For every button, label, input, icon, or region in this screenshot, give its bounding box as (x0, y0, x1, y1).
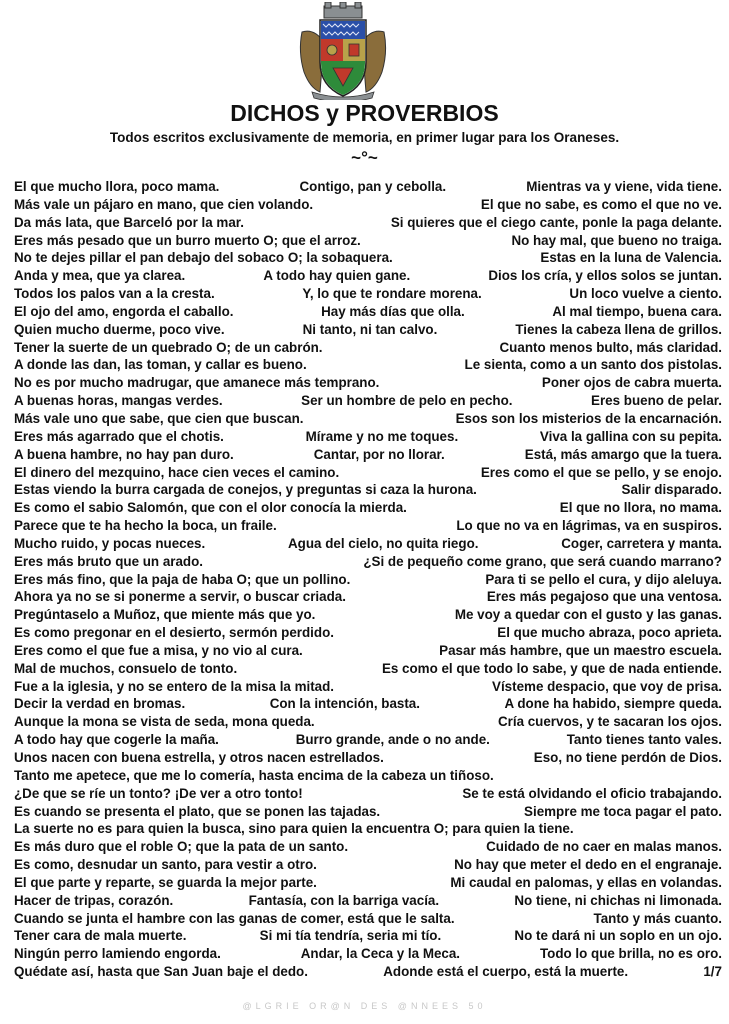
saying: Tanto tienes tanto vales. (566, 732, 722, 748)
saying: Tener cara de mala muerte. (14, 928, 187, 944)
saying: Eres como el que se pello, y se enojo. (480, 464, 722, 480)
saying: Todos los palos van a la cresta. (14, 286, 215, 302)
saying-line (14, 820, 722, 838)
saying-line (14, 856, 722, 874)
footer-watermark: @LGRIE OR@N DES @NNEES 50 (242, 1001, 487, 1011)
saying: Coger, carretera y manta. (561, 535, 722, 551)
saying-line (14, 196, 722, 214)
saying-line (14, 642, 722, 660)
saying: Estas en la luna de Valencia. (540, 250, 722, 266)
saying: Lo que no va en lágrimas, va en suspiros. (456, 518, 722, 534)
saying: No te dejes pillar el pan debajo del sobaco O; la sobaquera. (14, 250, 393, 266)
saying: Es como pregonar en el desierto, sermón perdido. (14, 625, 334, 641)
saying: A buenas horas, mangas verdes. (14, 393, 223, 409)
saying-line (14, 499, 722, 517)
saying: Tener la suerte de un quebrado O; de un cabrón. (14, 339, 323, 355)
saying-line (14, 678, 722, 696)
saying: Mal de muchos, consuelo de tonto. (14, 660, 238, 676)
saying: Hacer de tripas, corazón. (14, 892, 174, 908)
saying: Está, más amargo que la tuera. (524, 446, 722, 462)
saying-line (14, 588, 722, 606)
saying: Hay más días que olla. (321, 303, 465, 319)
saying: Aunque la mona se vista de seda, mona queda. (14, 714, 315, 730)
saying: Más vale un pájaro en mano, que cien volando. (14, 196, 314, 212)
saying: Cuanto menos bulto, más claridad. (499, 339, 722, 355)
saying: El que mucho llora, poco mama. (14, 179, 220, 194)
saying-line (14, 838, 722, 856)
saying: Estas viendo la burra cargada de conejos, y preguntas si caza la hurona. (14, 482, 477, 498)
saying: Para ti se pello el cura, y dijo aleluya. (485, 571, 722, 587)
saying: El dinero del mezquino, hace cien veces el camino. (14, 464, 340, 480)
saying: Tienes la cabeza llena de grillos. (515, 321, 722, 337)
saying: Salir disparado. (621, 482, 722, 498)
saying-line (14, 303, 722, 321)
saying: Con la intención, basta. (269, 696, 420, 712)
saying: Es como el que todo lo sabe, y que de nada entiende. (381, 660, 722, 676)
saying: Me voy a quedar con el gusto y las ganas. (454, 607, 722, 623)
saying-line (14, 713, 722, 731)
saying-line (14, 731, 722, 749)
saying-line (14, 892, 722, 910)
saying: Mi caudal en palomas, y ellas en volandas. (450, 874, 722, 890)
saying: Poner ojos de cabra muerta. (541, 375, 722, 391)
title-ornament: ~°~ (351, 148, 378, 167)
saying: Eres más bruto que un arado. (14, 553, 203, 569)
saying: Pasar más hambre, que un maestro escuela. (439, 642, 722, 658)
saying-line (14, 803, 722, 821)
saying: El ojo del amo, engorda el caballo. (14, 303, 234, 319)
saying-line (14, 178, 722, 196)
saying: Mientras va y viene, vida tiene. (526, 179, 722, 194)
saying: Cuando se junta el hambre con las ganas de comer, está que le salta. (14, 910, 455, 926)
saying: A done ha habido, siempre queda. (504, 696, 722, 712)
saying: Eres más pesado que un burro muerto O; que el arroz. (14, 232, 361, 248)
saying-line (14, 695, 722, 713)
saying: Tanto me apetece, que me lo comería, hasta encima de la cabeza un tiñoso. (14, 767, 494, 783)
saying-line (14, 446, 722, 464)
saying-line (14, 553, 722, 571)
saying-line (14, 249, 722, 267)
saying-line (14, 267, 722, 285)
saying: No es por mucho madrugar, que amanece más temprano. (14, 375, 380, 391)
saying: Mucho ruido, y pocas nueces. (14, 535, 206, 551)
saying-line (14, 392, 722, 410)
saying: Todo lo que brilla, no es oro. (539, 946, 722, 962)
saying-line (14, 874, 722, 892)
saying-line (14, 963, 722, 981)
saying: Es más duro que el roble O; que la pata de un santo. (14, 839, 349, 855)
saying-line (14, 910, 722, 928)
saying: Viva la gallina con su pepita. (539, 428, 722, 444)
saying: A todo hay quien gane. (263, 268, 411, 284)
saying: ¿Si de pequeño come grano, que será cuando marrano? (363, 553, 722, 569)
page-subtitle: Todos escritos exclusivamente de memoria, en primer lugar para los Oraneses. (109, 130, 620, 145)
saying: Eres más fino, que la paja de haba O; que un pollino. (14, 571, 351, 587)
saying: Eres como el que fue a misa, y no vio al cura. (14, 642, 303, 658)
saying: No hay mal, que bueno no traiga. (511, 232, 722, 248)
saying-line (14, 356, 722, 374)
saying: Más vale uno que sabe, que cien que buscan. (14, 410, 304, 426)
saying: Eso, no tiene perdón de Dios. (533, 750, 722, 765)
saying: Es como el sabio Salomón, que con el olor conocía la mierda. (14, 500, 407, 516)
saying-line (14, 927, 722, 945)
saying: Da más lata, que Barceló por la mar. (14, 214, 244, 230)
saying: Pregúntaselo a Muñoz, que miente más que yo. (14, 607, 316, 623)
saying: Es cuando se presenta el plato, que se ponen las tajadas. (14, 803, 381, 819)
saying: Ser un hombre de pelo en pecho. (301, 393, 513, 409)
saying: A donde las dan, las toman, y callar es bueno. (14, 357, 307, 373)
saying: Un loco vuelve a ciento. (569, 286, 722, 302)
saying-line (14, 410, 722, 428)
saying: Es como, desnudar un santo, para vestir a otro. (14, 857, 317, 873)
saying: El que mucho abraza, poco aprieta. (497, 625, 722, 641)
saying-line (14, 606, 722, 624)
saying: Contigo, pan y cebolla. (299, 179, 447, 194)
saying: Siempre me toca pagar el pato. (524, 803, 722, 819)
saying: Cantar, por no llorar. (313, 446, 445, 462)
saying-line (14, 624, 722, 642)
saying: Agua del cielo, no quita riego. (288, 535, 479, 551)
saying: La suerte no es para quien la busca, sino para quien la encuentra O; para quien la tiene. (14, 821, 574, 837)
saying-line (14, 374, 722, 392)
saying-line (14, 464, 722, 482)
saying: Cría cuervos, y te sacaran los ojos. (497, 714, 722, 730)
saying: ¿De que se ríe un tonto? ¡De ver a otro tonto! (14, 785, 303, 801)
saying: El que no sabe, es como el que no ve. (480, 196, 722, 212)
saying: Adonde está el cuerpo, está la muerte. (383, 964, 629, 980)
saying-line (14, 767, 722, 785)
saying: Fue a la iglesia, y no se entero de la misa la mitad. (14, 678, 335, 694)
saying: No tiene, ni chichas ni limonada. (514, 892, 722, 908)
saying-line (14, 214, 722, 232)
saying: Se te está olvidando el oficio trabajando. (462, 785, 722, 801)
saying-line (14, 535, 722, 553)
saying: Le sienta, como a un santo dos pistolas. (464, 357, 722, 373)
saying-line (14, 571, 722, 589)
saying: A buena hambre, no hay pan duro. (14, 446, 234, 462)
saying: El que no llora, no mama. (559, 500, 722, 516)
saying: Cuidado de no caer en malas manos. (486, 839, 722, 855)
saying-line (14, 339, 722, 357)
saying: No hay que meter el dedo en el engranaje. (454, 857, 722, 873)
sayings-list (14, 178, 722, 981)
city-coat-of-arms-icon (296, 2, 390, 100)
saying-line (14, 481, 722, 499)
saying: El que parte y reparte, se guarda la mejor parte. (14, 874, 317, 890)
saying-line (14, 945, 722, 963)
saying: Quédate así, hasta que San Juan baje el dedo. (14, 964, 308, 980)
saying: A todo hay que cogerle la maña. (14, 732, 219, 748)
saying-line (14, 749, 722, 767)
saying: Dios los cría, y ellos solos se juntan. (488, 268, 722, 284)
saying: Mírame y no me toques. (305, 428, 459, 444)
saying: Eres más agarrado que el chotis. (14, 428, 224, 444)
page-number: 1/7 (703, 964, 722, 980)
saying: Eres más pegajoso que una ventosa. (486, 589, 722, 605)
saying: Anda y mea, que ya clarea. (14, 268, 186, 284)
saying: Eres bueno de pelar. (591, 393, 722, 409)
saying: No te dará ni un soplo en un ojo. (514, 928, 722, 944)
saying-line (14, 321, 722, 339)
saying: Esos son los misterios de la encarnación. (455, 410, 722, 426)
saying: Parece que te ha hecho la boca, un fraile. (14, 518, 277, 534)
saying: Tanto y más cuanto. (593, 910, 722, 926)
saying-line (14, 785, 722, 803)
saying: Vísteme despacio, que voy de prisa. (492, 678, 722, 694)
saying: Ni tanto, ni tan calvo. (302, 321, 438, 337)
saying: Andar, la Ceca y la Meca. (300, 946, 461, 962)
saying: Ahora ya no se si ponerme a servir, o buscar criada. (14, 589, 346, 605)
saying: Y, lo que te rondare morena. (302, 286, 482, 302)
saying: Quien mucho duerme, poco vive. (14, 321, 225, 337)
saying-line (14, 285, 722, 303)
saying: Fantasía, con la barriga vacía. (248, 892, 440, 908)
saying-line (14, 517, 722, 535)
saying: Decir la verdad en bromas. (14, 696, 186, 712)
page-title: DICHOS y PROVERBIOS (230, 100, 499, 126)
saying: Si mi tía tendría, seria mi tío. (259, 928, 442, 944)
saying: Si quieres que el ciego cante, ponle la paga delante. (390, 214, 722, 230)
saying-line (14, 428, 722, 446)
saying: Unos nacen con buena estrella, y otros nacen estrellados. (14, 750, 384, 765)
saying: Burro grande, ande o no ande. (295, 732, 490, 748)
saying-line (14, 232, 722, 250)
saying: Al mal tiempo, buena cara. (552, 303, 722, 319)
saying-line (14, 660, 722, 678)
saying: Ningún perro lamiendo engorda. (14, 946, 221, 962)
